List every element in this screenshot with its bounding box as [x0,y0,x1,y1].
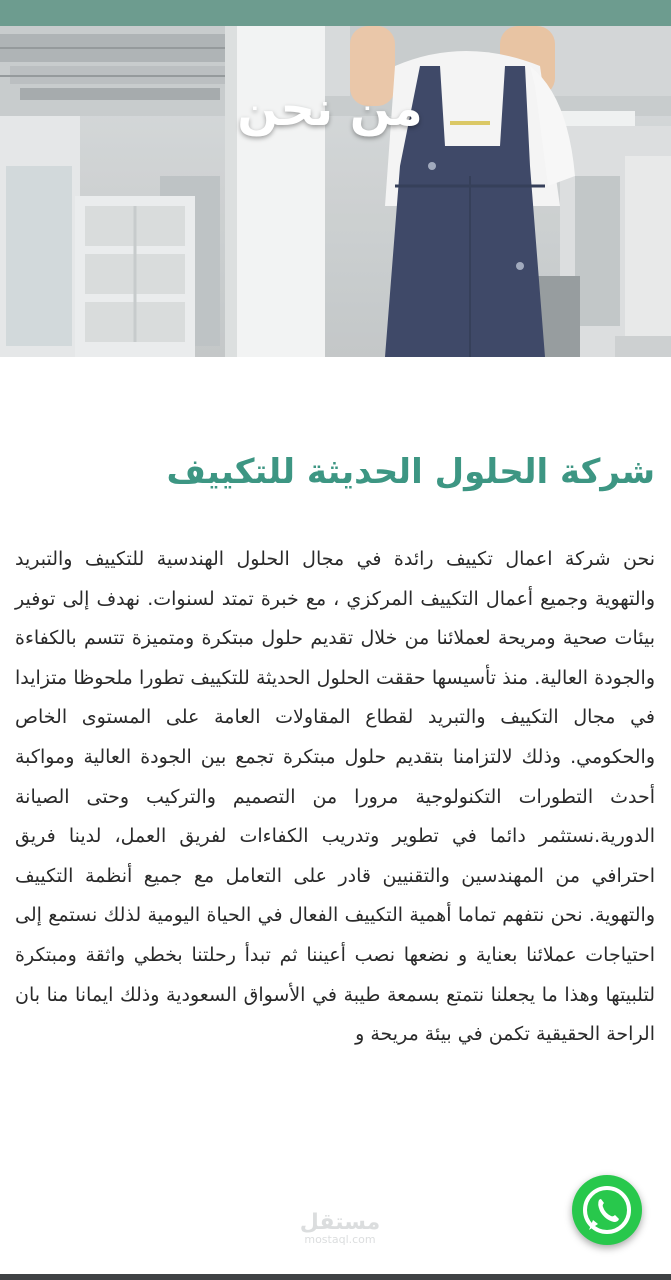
watermark [290,1210,390,1246]
whatsapp-button[interactable] [572,1175,642,1245]
whatsapp-icon [572,1175,642,1245]
hero-photo [0,26,671,357]
top-bar [0,0,671,26]
company-title: شركة الحلول الحديثة للتكييف [166,452,655,492]
about-section [0,357,671,1280]
bottom-bar [0,1274,671,1280]
page-title: من نحن [237,81,423,137]
about-paragraph: نحن شركة اعمال تكييف رائدة في مجال الحلول الهندسية للتكييف والتبريد والتهوية وجميع أعمال التكييف المركزي ، مع خبرة تمتد لسنوات. نهدف إلى توفير بيئات صحية ومريحة لعملائنا من خلال تقديم حلول مبتكرة ومتميزة تتسم بالكفاءة والجودة العالية. منذ تأسيسها حققت الحلول الحديثة للتكييف تطورا ملحوظا متزايدا في مجال التكييف والتبريد لقطاع المقاولات العامة على المستوى الخاص والحكومي. وذلك لالتزامنا بتقديم حلول مبتكرة تجمع بين الجودة العالية ومواكبة أحدث التطورات التكنولوجية مرورا من التصميم والتركيب وحتى الصيانة الدورية.نستثمر دائما في تطوير وتدريب الكفاءات لفريق العمل، لدينا فريق احترافي من المهندسين والتقنيين قادر على التعامل مع جميع أنظمة التكييف والتهوية. نحن نتفهم تماما أهمية التكييف الفعال في الحياة اليومية لذلك نستمع إلى احتياجات عملائنا بعناية و نضعها نصب أعيننا ثم تبدأ رحلتنا بخطي واثقة ومبتكرة لتلبيتها وهذا ما يجعلنا نتمتع بسمعة طيبة في الأسواق السعودية وذلك ايمانا منا بان الراحة الحقيقية تكمن في بيئة مريحة و [15,548,655,1046]
watermark-url: mostaql.com [304,1233,376,1246]
watermark-logo: مستقل [299,1210,381,1235]
hero-banner [0,26,671,357]
